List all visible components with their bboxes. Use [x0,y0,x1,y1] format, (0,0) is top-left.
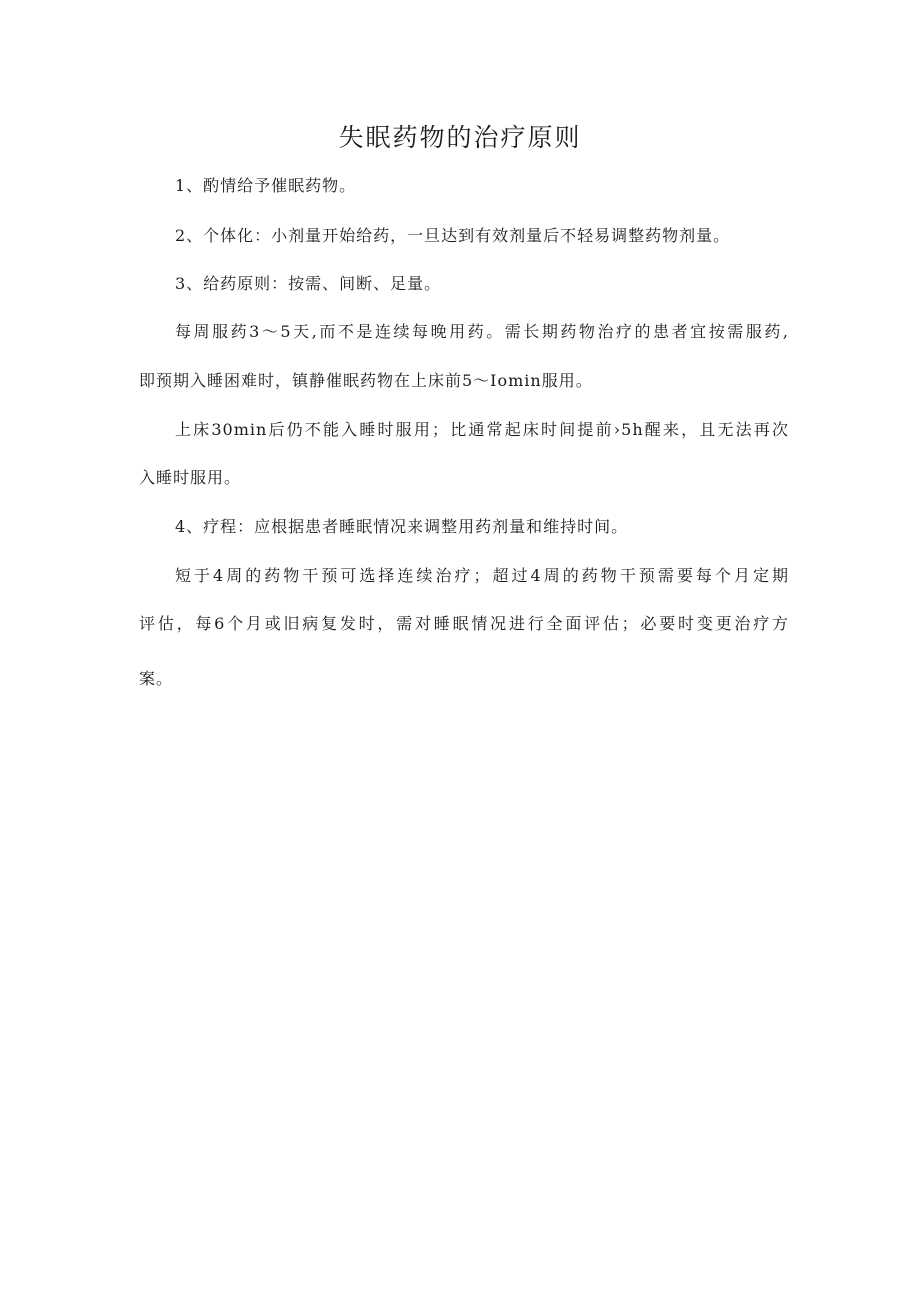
paragraph-line: 每周服药3～5天,而不是连续每晚用药。需长期药物治疗的患者宜按需服药, [175,322,789,341]
paragraph-line: 3、给药原则：按需、间断、足量。 [175,274,442,293]
document-title: 失眠药物的治疗原则 [338,123,582,152]
paragraph-line: 1、酌情给予催眠药物。 [175,176,357,195]
paragraph-line: 案。 [139,669,174,688]
paragraph-line: 短于4周的药物干预可选择连续治疗；超过4周的药物干预需要每个月定期 [175,566,789,585]
paragraph-line: 评估，每6个月或旧病复发时，需对睡眠情况进行全面评估；必要时变更治疗方 [139,614,789,633]
paragraph-line: 即预期入睡困难时，镇静催眠药物在上床前5～Iomin服用。 [139,371,593,390]
paragraph-line: 2、个体化：小剂量开始给药，一旦达到有效剂量后不轻易调整药物剂量。 [175,226,731,245]
paragraph-line: 上床30min后仍不能入睡时服用；比通常起床时间提前›5h醒来，且无法再次 [175,420,789,439]
paragraph-line: 入睡时服用。 [139,468,242,487]
paragraph-line: 4、疗程：应根据患者睡眠情况来调整用药剂量和维持时间。 [175,517,629,536]
